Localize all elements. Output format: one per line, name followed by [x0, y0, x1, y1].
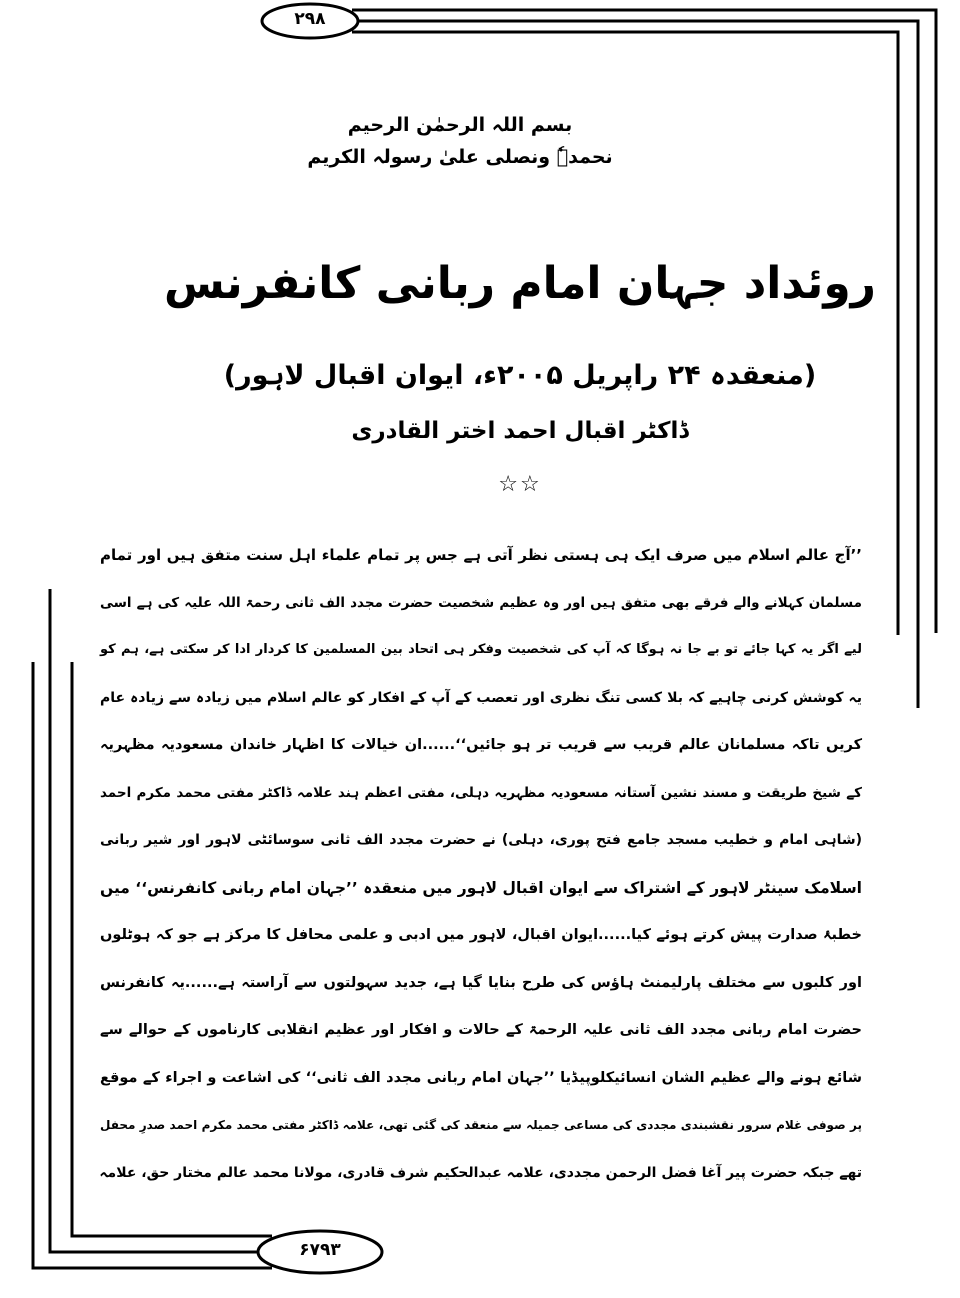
- event-subtitle: (منعقدہ ۲۴ راپریل ۲۰۰۵ء، ایوان اقبال لاہور): [223, 360, 817, 391]
- bismillah-heading: بسم اللہ الرحمٰن الرحیم: [347, 114, 573, 136]
- body-line: کے شیخ طریقت و مسند نشین آستانہ مسعودیہ مظہریہ دہلی، مفتی اعظم ہند علامہ ڈاکٹر مفتی محمد مکرم احمد: [100, 784, 862, 801]
- body-line: حضرت امام ربانی مجدد الف ثانی علیہ الرحمۃ کے حالات و افکار اور عظیم انقلابی کارناموں کے حوالے سے: [100, 1022, 862, 1038]
- body-line: خطبۂ صدارت پیش کرتے ہوئے کیا......ایوان اقبال، لاہور میں ادبی و علمی محافل کا مرکز ہے جو کہ ہوٹلوں: [100, 927, 862, 943]
- section-divider-stars: ☆☆: [498, 472, 542, 497]
- body-line: اور کلبوں سے مختلف پارلیمنٹ ہاؤس کی طرح بنایا گیا ہے، جدید سہولتوں سے آراستہ ہے......یہ کانفرنس: [100, 974, 862, 991]
- body-line: اسلامک سینٹر لاہور کے اشتراک سے ایوان اقبال لاہور میں منعقدہ ’’جہان امام ربانی کانفرنس‘‘ میں: [100, 878, 862, 897]
- body-line: مسلمان کہلانے والے فرقے بھی متفق ہیں اور وہ عظیم شخصیت حضرت مجدد الف ثانی رحمۃ اللہ علیہ کی ہے اسی: [100, 594, 862, 611]
- body-line: ’’آج عالم اسلام میں صرف ایک ہی ہستی نظر آتی ہے جس پر تمام علماء اہل سنت متفق ہیں اور تمام: [100, 546, 862, 564]
- hamd-heading: نحمدہٗ ونصلی علیٰ رسولہ الکریم: [307, 146, 613, 168]
- page-title: روئداد جہان امام ربانی کانفرنس: [163, 258, 876, 309]
- body-line: لیے اگر یہ کہا جائے تو بے جا نہ ہوگا کہ آپ کی شخصیت وفکر ہی اتحاد بین المسلمین کا کردار ادا کر سکتی ہے، ہم کو: [100, 642, 862, 657]
- body-paragraph: [100, 537, 862, 1202]
- author-name: ڈاکٹر اقبال احمد اختر القادری: [351, 418, 689, 444]
- body-line: پر صوفی غلام سرور نقشبندی مجددی کی مساعی جمیلہ سے منعقد کی گئی تھی، علامہ ڈاکٹر مفتی محمد مکرم احمد صدرِ محفل: [100, 1118, 862, 1132]
- body-line: کریں تاکہ مسلمانان عالم قریب سے قریب تر ہو جائیں‘‘......ان خیالات کا اظہار خاندان مسعودیہ مظہریہ: [100, 737, 862, 753]
- body-line: تھے جبکہ حضرت پیر آغا فضل الرحمن مجددی، علامہ عبدالحکیم شرف قادری، مولانا محمد عالم مختار حق، علامہ: [99, 1164, 862, 1181]
- body-line: (شاہی امام و خطیب مسجد جامع فتح پوری، دہلی) نے حضرت مجدد الف ثانی سوسائٹی لاہور اور شیر ربانی: [100, 832, 862, 848]
- body-line: یہ کوشش کرنی چاہیے کہ بلا کسی تنگ نظری اور تعصب کے آپ کے افکار کو عالم اسلام میں زیادہ سے زیادہ عام: [100, 689, 862, 706]
- page-number-bottom: ۶۷۹۳: [299, 1240, 341, 1260]
- body-line: شائع ہونے والے عظیم الشان انسائیکلوپیڈیا ’’جہان امام ربانی مجدد الف ثانی‘‘ کی اشاعت و اجراء کے موقع: [100, 1069, 862, 1086]
- page-number-top: ۲۹۸: [294, 9, 326, 29]
